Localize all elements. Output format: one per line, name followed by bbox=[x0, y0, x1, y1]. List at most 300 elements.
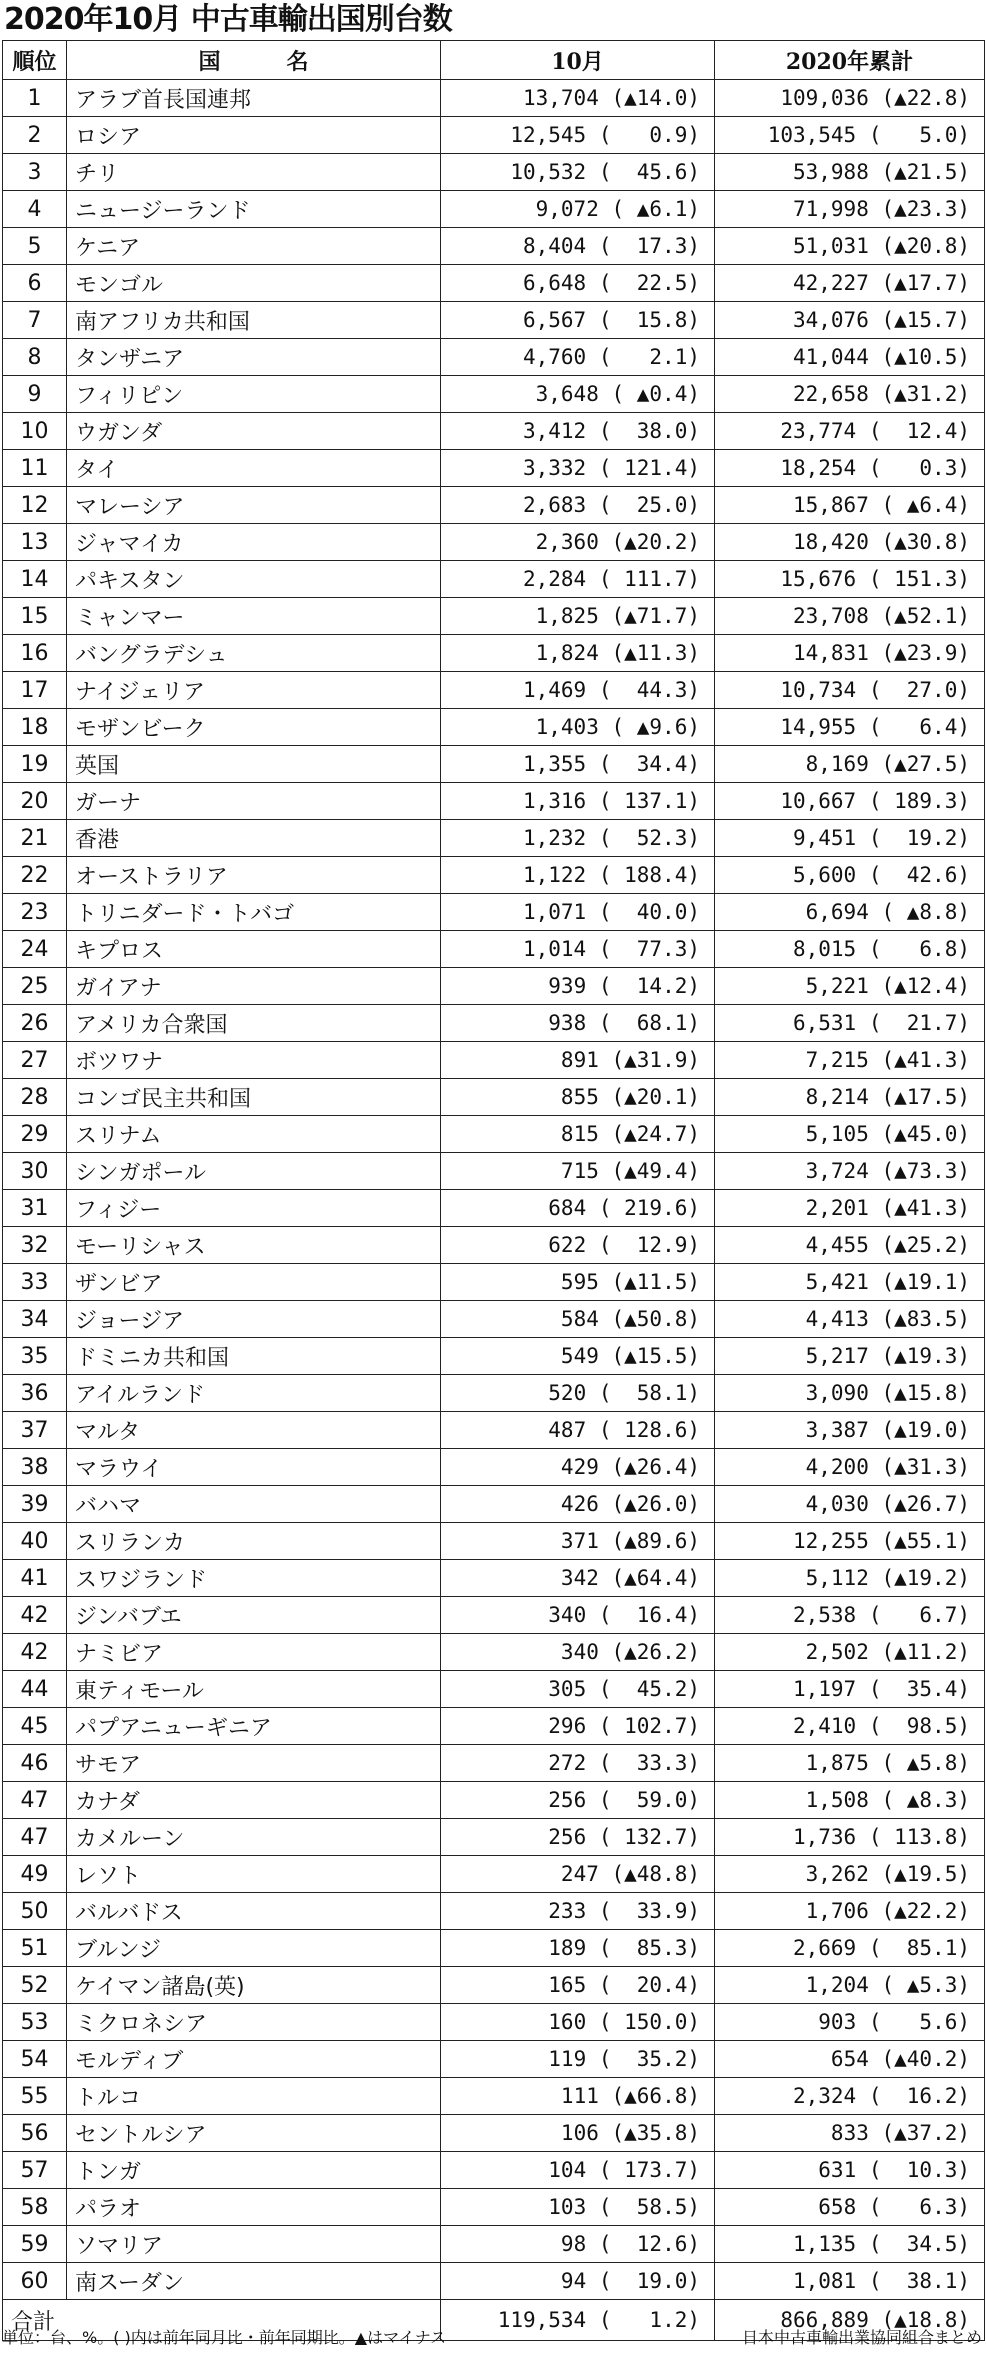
ytd-cell: 10,734 ( 27.0) bbox=[715, 672, 985, 709]
ytd-cell: 4,413 (▲83.5) bbox=[715, 1301, 985, 1338]
ytd-cell: 631 ( 10.3) bbox=[715, 2152, 985, 2189]
ytd-cell: 22,658 (▲31.2) bbox=[715, 376, 985, 413]
month-cell: 6,648 ( 22.5) bbox=[441, 265, 715, 302]
country-cell: パキスタン bbox=[67, 561, 441, 598]
country-cell: ナイジェリア bbox=[67, 672, 441, 709]
table-row bbox=[3, 894, 985, 931]
month-cell: 6,567 ( 15.8) bbox=[441, 302, 715, 339]
month-cell: 595 (▲11.5) bbox=[441, 1264, 715, 1301]
ytd-cell: 1,508 ( ▲8.3) bbox=[715, 1782, 985, 1819]
table-row bbox=[3, 1264, 985, 1301]
month-cell: 12,545 ( 0.9) bbox=[441, 117, 715, 154]
ytd-cell: 7,215 (▲41.3) bbox=[715, 1042, 985, 1079]
rank-cell: 29 bbox=[3, 1116, 67, 1153]
rank-cell: 44 bbox=[3, 1671, 67, 1708]
table-row bbox=[3, 2152, 985, 2189]
ytd-cell: 42,227 (▲17.7) bbox=[715, 265, 985, 302]
month-cell: 2,683 ( 25.0) bbox=[441, 487, 715, 524]
table-row bbox=[3, 783, 985, 820]
rank-cell: 27 bbox=[3, 1042, 67, 1079]
table-row bbox=[3, 1190, 985, 1227]
country-cell: アイルランド bbox=[67, 1375, 441, 1412]
month-cell: 1,071 ( 40.0) bbox=[441, 894, 715, 931]
country-cell: 香港 bbox=[67, 820, 441, 857]
ytd-cell: 1,197 ( 35.4) bbox=[715, 1671, 985, 1708]
country-cell: セントルシア bbox=[67, 2115, 441, 2152]
month-cell: 1,825 (▲71.7) bbox=[441, 598, 715, 635]
country-cell: 英国 bbox=[67, 746, 441, 783]
ytd-cell: 5,221 (▲12.4) bbox=[715, 968, 985, 1005]
header-month: 10月 bbox=[441, 41, 715, 80]
month-cell: 1,469 ( 44.3) bbox=[441, 672, 715, 709]
table-row bbox=[3, 2078, 985, 2115]
rank-cell: 40 bbox=[3, 1523, 67, 1560]
table-row bbox=[3, 709, 985, 746]
ytd-cell: 1,706 (▲22.2) bbox=[715, 1893, 985, 1930]
table-row bbox=[3, 524, 985, 561]
table-row bbox=[3, 117, 985, 154]
ytd-cell: 5,217 (▲19.3) bbox=[715, 1338, 985, 1375]
rank-cell: 31 bbox=[3, 1190, 67, 1227]
month-cell: 165 ( 20.4) bbox=[441, 1967, 715, 2004]
month-cell: 371 (▲89.6) bbox=[441, 1523, 715, 1560]
table-row bbox=[3, 413, 985, 450]
ytd-cell: 4,030 (▲26.7) bbox=[715, 1486, 985, 1523]
table-row bbox=[3, 228, 985, 265]
month-cell: 8,404 ( 17.3) bbox=[441, 228, 715, 265]
table-row bbox=[3, 746, 985, 783]
ytd-cell: 14,831 (▲23.9) bbox=[715, 635, 985, 672]
country-cell: アメリカ合衆国 bbox=[67, 1005, 441, 1042]
country-cell: ボツワナ bbox=[67, 1042, 441, 1079]
month-cell: 1,824 (▲11.3) bbox=[441, 635, 715, 672]
month-cell: 1,122 ( 188.4) bbox=[441, 857, 715, 894]
month-cell: 104 ( 173.7) bbox=[441, 2152, 715, 2189]
ytd-cell: 1,204 ( ▲5.3) bbox=[715, 1967, 985, 2004]
ytd-cell: 1,081 ( 38.1) bbox=[715, 2263, 985, 2300]
rank-cell: 2 bbox=[3, 117, 67, 154]
country-cell: ジンバブエ bbox=[67, 1597, 441, 1634]
month-cell: 247 (▲48.8) bbox=[441, 1856, 715, 1893]
rank-cell: 34 bbox=[3, 1301, 67, 1338]
rank-cell: 12 bbox=[3, 487, 67, 524]
total-month: 119,534 ( 1.2) bbox=[441, 2300, 715, 2341]
ytd-cell: 41,044 (▲10.5) bbox=[715, 339, 985, 376]
country-cell: トルコ bbox=[67, 2078, 441, 2115]
ytd-cell: 8,169 (▲27.5) bbox=[715, 746, 985, 783]
ytd-cell: 4,455 (▲25.2) bbox=[715, 1227, 985, 1264]
ytd-cell: 51,031 (▲20.8) bbox=[715, 228, 985, 265]
table-row bbox=[3, 450, 985, 487]
rank-cell: 49 bbox=[3, 1856, 67, 1893]
rank-cell: 45 bbox=[3, 1708, 67, 1745]
month-cell: 1,403 ( ▲9.6) bbox=[441, 709, 715, 746]
header-country: 国 名 bbox=[67, 41, 441, 80]
month-cell: 3,332 ( 121.4) bbox=[441, 450, 715, 487]
header-rank: 順位 bbox=[3, 41, 67, 80]
table-row bbox=[3, 1930, 985, 1967]
country-cell: チリ bbox=[67, 154, 441, 191]
month-cell: 94 ( 19.0) bbox=[441, 2263, 715, 2300]
month-cell: 4,760 ( 2.1) bbox=[441, 339, 715, 376]
rank-cell: 39 bbox=[3, 1486, 67, 1523]
country-cell: パラオ bbox=[67, 2189, 441, 2226]
rank-cell: 9 bbox=[3, 376, 67, 413]
source-note: 日本中古車輸出業協同組合まとめ bbox=[741, 2328, 982, 2347]
table-row bbox=[3, 561, 985, 598]
ytd-cell: 833 (▲37.2) bbox=[715, 2115, 985, 2152]
rank-cell: 36 bbox=[3, 1375, 67, 1412]
page-title: 2020年10月 中古車輸出国別台数 bbox=[4, 2, 452, 37]
ytd-cell: 3,262 (▲19.5) bbox=[715, 1856, 985, 1893]
rank-cell: 59 bbox=[3, 2226, 67, 2263]
month-cell: 272 ( 33.3) bbox=[441, 1745, 715, 1782]
rank-cell: 24 bbox=[3, 931, 67, 968]
table-row bbox=[3, 2041, 985, 2078]
table-row bbox=[3, 1338, 985, 1375]
month-cell: 939 ( 14.2) bbox=[441, 968, 715, 1005]
footer bbox=[0, 2326, 986, 2350]
month-cell: 160 ( 150.0) bbox=[441, 2004, 715, 2041]
month-cell: 119 ( 35.2) bbox=[441, 2041, 715, 2078]
table-row bbox=[3, 857, 985, 894]
table-row bbox=[3, 1893, 985, 1930]
table-row bbox=[3, 154, 985, 191]
table-row bbox=[3, 672, 985, 709]
table-row bbox=[3, 1079, 985, 1116]
rank-cell: 6 bbox=[3, 265, 67, 302]
month-cell: 1,355 ( 34.4) bbox=[441, 746, 715, 783]
rank-cell: 47 bbox=[3, 1782, 67, 1819]
month-cell: 3,412 ( 38.0) bbox=[441, 413, 715, 450]
rank-cell: 18 bbox=[3, 709, 67, 746]
month-cell: 426 (▲26.0) bbox=[441, 1486, 715, 1523]
country-cell: フィジー bbox=[67, 1190, 441, 1227]
month-cell: 256 ( 132.7) bbox=[441, 1819, 715, 1856]
country-cell: ナミビア bbox=[67, 1634, 441, 1671]
rank-cell: 1 bbox=[3, 80, 67, 117]
country-cell: ケニア bbox=[67, 228, 441, 265]
rank-cell: 52 bbox=[3, 1967, 67, 2004]
table-row bbox=[3, 2004, 985, 2041]
table-row bbox=[3, 1042, 985, 1079]
header-row bbox=[3, 41, 985, 80]
month-cell: 549 (▲15.5) bbox=[441, 1338, 715, 1375]
country-cell: モンゴル bbox=[67, 265, 441, 302]
rank-cell: 60 bbox=[3, 2263, 67, 2300]
month-cell: 189 ( 85.3) bbox=[441, 1930, 715, 1967]
month-cell: 106 (▲35.8) bbox=[441, 2115, 715, 2152]
rank-cell: 41 bbox=[3, 1560, 67, 1597]
country-cell: マレーシア bbox=[67, 487, 441, 524]
table-row bbox=[3, 820, 985, 857]
table-row bbox=[3, 1412, 985, 1449]
rank-cell: 57 bbox=[3, 2152, 67, 2189]
table-row bbox=[3, 1227, 985, 1264]
rank-cell: 50 bbox=[3, 1893, 67, 1930]
month-cell: 1,014 ( 77.3) bbox=[441, 931, 715, 968]
ytd-cell: 2,410 ( 98.5) bbox=[715, 1708, 985, 1745]
month-cell: 715 (▲49.4) bbox=[441, 1153, 715, 1190]
country-cell: コンゴ民主共和国 bbox=[67, 1079, 441, 1116]
table-body bbox=[3, 80, 985, 2300]
country-cell: キプロス bbox=[67, 931, 441, 968]
table-row bbox=[3, 2263, 985, 2300]
table-row bbox=[3, 1375, 985, 1412]
month-cell: 1,232 ( 52.3) bbox=[441, 820, 715, 857]
month-cell: 233 ( 33.9) bbox=[441, 1893, 715, 1930]
rank-cell: 4 bbox=[3, 191, 67, 228]
month-cell: 13,704 (▲14.0) bbox=[441, 80, 715, 117]
table-row bbox=[3, 1782, 985, 1819]
ytd-cell: 2,324 ( 16.2) bbox=[715, 2078, 985, 2115]
country-cell: トリニダード・トバゴ bbox=[67, 894, 441, 931]
table-row bbox=[3, 1560, 985, 1597]
rank-cell: 47 bbox=[3, 1819, 67, 1856]
table-row bbox=[3, 487, 985, 524]
month-cell: 684 ( 219.6) bbox=[441, 1190, 715, 1227]
month-cell: 256 ( 59.0) bbox=[441, 1782, 715, 1819]
table-row bbox=[3, 1005, 985, 1042]
country-cell: 東ティモール bbox=[67, 1671, 441, 1708]
ytd-cell: 3,387 (▲19.0) bbox=[715, 1412, 985, 1449]
month-cell: 1,316 ( 137.1) bbox=[441, 783, 715, 820]
month-cell: 305 ( 45.2) bbox=[441, 1671, 715, 1708]
ytd-cell: 5,421 (▲19.1) bbox=[715, 1264, 985, 1301]
country-cell: バルバドス bbox=[67, 1893, 441, 1930]
rank-cell: 25 bbox=[3, 968, 67, 1005]
country-cell: ニュージーランド bbox=[67, 191, 441, 228]
ytd-cell: 1,736 ( 113.8) bbox=[715, 1819, 985, 1856]
rank-cell: 8 bbox=[3, 339, 67, 376]
country-cell: ジャマイカ bbox=[67, 524, 441, 561]
ytd-cell: 6,531 ( 21.7) bbox=[715, 1005, 985, 1042]
country-cell: 南スーダン bbox=[67, 2263, 441, 2300]
ytd-cell: 53,988 (▲21.5) bbox=[715, 154, 985, 191]
ytd-cell: 9,451 ( 19.2) bbox=[715, 820, 985, 857]
country-cell: カナダ bbox=[67, 1782, 441, 1819]
rank-cell: 28 bbox=[3, 1079, 67, 1116]
rank-cell: 23 bbox=[3, 894, 67, 931]
month-cell: 487 ( 128.6) bbox=[441, 1412, 715, 1449]
ytd-cell: 2,201 (▲41.3) bbox=[715, 1190, 985, 1227]
country-cell: ミクロネシア bbox=[67, 2004, 441, 2041]
month-cell: 342 (▲64.4) bbox=[441, 1560, 715, 1597]
table-row bbox=[3, 1745, 985, 1782]
table-row bbox=[3, 2189, 985, 2226]
country-cell: サモア bbox=[67, 1745, 441, 1782]
rank-cell: 11 bbox=[3, 450, 67, 487]
rank-cell: 17 bbox=[3, 672, 67, 709]
ytd-cell: 3,090 (▲15.8) bbox=[715, 1375, 985, 1412]
country-cell: ケイマン諸島(英) bbox=[67, 1967, 441, 2004]
rank-cell: 32 bbox=[3, 1227, 67, 1264]
country-cell: ガイアナ bbox=[67, 968, 441, 1005]
country-cell: スリナム bbox=[67, 1116, 441, 1153]
rank-cell: 19 bbox=[3, 746, 67, 783]
ytd-cell: 5,105 (▲45.0) bbox=[715, 1116, 985, 1153]
table-row bbox=[3, 339, 985, 376]
rank-cell: 42 bbox=[3, 1634, 67, 1671]
country-cell: ウガンダ bbox=[67, 413, 441, 450]
ytd-cell: 4,200 (▲31.3) bbox=[715, 1449, 985, 1486]
ytd-cell: 3,724 (▲73.3) bbox=[715, 1153, 985, 1190]
ytd-cell: 658 ( 6.3) bbox=[715, 2189, 985, 2226]
country-cell: バングラデシュ bbox=[67, 635, 441, 672]
month-cell: 111 (▲66.8) bbox=[441, 2078, 715, 2115]
ytd-cell: 14,955 ( 6.4) bbox=[715, 709, 985, 746]
rank-cell: 13 bbox=[3, 524, 67, 561]
month-cell: 429 (▲26.4) bbox=[441, 1449, 715, 1486]
table-row bbox=[3, 1597, 985, 1634]
month-cell: 296 ( 102.7) bbox=[441, 1708, 715, 1745]
rank-cell: 10 bbox=[3, 413, 67, 450]
table-row bbox=[3, 1486, 985, 1523]
month-cell: 855 (▲20.1) bbox=[441, 1079, 715, 1116]
table-row bbox=[3, 80, 985, 117]
rank-cell: 37 bbox=[3, 1412, 67, 1449]
rank-cell: 42 bbox=[3, 1597, 67, 1634]
country-cell: カメルーン bbox=[67, 1819, 441, 1856]
table-row bbox=[3, 191, 985, 228]
rank-cell: 46 bbox=[3, 1745, 67, 1782]
country-cell: マルタ bbox=[67, 1412, 441, 1449]
ytd-cell: 2,502 (▲11.2) bbox=[715, 1634, 985, 1671]
ytd-cell: 23,708 (▲52.1) bbox=[715, 598, 985, 635]
country-cell: ガーナ bbox=[67, 783, 441, 820]
country-cell: ドミニカ共和国 bbox=[67, 1338, 441, 1375]
table-row bbox=[3, 1856, 985, 1893]
month-cell: 9,072 ( ▲6.1) bbox=[441, 191, 715, 228]
country-cell: ソマリア bbox=[67, 2226, 441, 2263]
month-cell: 10,532 ( 45.6) bbox=[441, 154, 715, 191]
country-cell: シンガポール bbox=[67, 1153, 441, 1190]
rank-cell: 51 bbox=[3, 1930, 67, 1967]
table-row bbox=[3, 2115, 985, 2152]
country-cell: トンガ bbox=[67, 2152, 441, 2189]
country-cell: フィリピン bbox=[67, 376, 441, 413]
country-cell: モルディブ bbox=[67, 2041, 441, 2078]
month-cell: 3,648 ( ▲0.4) bbox=[441, 376, 715, 413]
rank-cell: 26 bbox=[3, 1005, 67, 1042]
rank-cell: 20 bbox=[3, 783, 67, 820]
country-cell: ミャンマー bbox=[67, 598, 441, 635]
ytd-cell: 8,214 (▲17.5) bbox=[715, 1079, 985, 1116]
table-row bbox=[3, 1523, 985, 1560]
ytd-cell: 103,545 ( 5.0) bbox=[715, 117, 985, 154]
rank-cell: 58 bbox=[3, 2189, 67, 2226]
rank-cell: 16 bbox=[3, 635, 67, 672]
ytd-cell: 5,600 ( 42.6) bbox=[715, 857, 985, 894]
table-row bbox=[3, 1819, 985, 1856]
table-row bbox=[3, 2226, 985, 2263]
country-cell: レソト bbox=[67, 1856, 441, 1893]
table-row bbox=[3, 1671, 985, 1708]
table-row bbox=[3, 1708, 985, 1745]
ytd-cell: 2,669 ( 85.1) bbox=[715, 1930, 985, 1967]
country-cell: ブルンジ bbox=[67, 1930, 441, 1967]
table-row bbox=[3, 931, 985, 968]
table-row bbox=[3, 1634, 985, 1671]
ytd-cell: 10,667 ( 189.3) bbox=[715, 783, 985, 820]
ytd-cell: 109,036 (▲22.8) bbox=[715, 80, 985, 117]
table-row bbox=[3, 635, 985, 672]
header-ytd: 2020年累計 bbox=[715, 41, 985, 80]
table-row bbox=[3, 302, 985, 339]
month-cell: 938 ( 68.1) bbox=[441, 1005, 715, 1042]
rank-cell: 21 bbox=[3, 820, 67, 857]
ytd-cell: 18,420 (▲30.8) bbox=[715, 524, 985, 561]
month-cell: 891 (▲31.9) bbox=[441, 1042, 715, 1079]
ytd-cell: 654 (▲40.2) bbox=[715, 2041, 985, 2078]
country-cell: マラウイ bbox=[67, 1449, 441, 1486]
country-cell: アラブ首長国連邦 bbox=[67, 80, 441, 117]
country-cell: 南アフリカ共和国 bbox=[67, 302, 441, 339]
rank-cell: 22 bbox=[3, 857, 67, 894]
rank-cell: 55 bbox=[3, 2078, 67, 2115]
rank-cell: 56 bbox=[3, 2115, 67, 2152]
table-row bbox=[3, 1301, 985, 1338]
ytd-cell: 15,676 ( 151.3) bbox=[715, 561, 985, 598]
country-cell: オーストラリア bbox=[67, 857, 441, 894]
unit-note: 単位：台、%。( )内は前年同月比・前年同期比。▲はマイナス bbox=[2, 2328, 447, 2347]
rank-cell: 3 bbox=[3, 154, 67, 191]
country-cell: ジョージア bbox=[67, 1301, 441, 1338]
country-cell: ロシア bbox=[67, 117, 441, 154]
rank-cell: 38 bbox=[3, 1449, 67, 1486]
rank-cell: 7 bbox=[3, 302, 67, 339]
rank-cell: 53 bbox=[3, 2004, 67, 2041]
rank-cell: 35 bbox=[3, 1338, 67, 1375]
ytd-cell: 8,015 ( 6.8) bbox=[715, 931, 985, 968]
ytd-cell: 34,076 (▲15.7) bbox=[715, 302, 985, 339]
month-cell: 103 ( 58.5) bbox=[441, 2189, 715, 2226]
ytd-cell: 71,998 (▲23.3) bbox=[715, 191, 985, 228]
rank-cell: 5 bbox=[3, 228, 67, 265]
table-row bbox=[3, 1967, 985, 2004]
month-cell: 520 ( 58.1) bbox=[441, 1375, 715, 1412]
country-cell: スリランカ bbox=[67, 1523, 441, 1560]
country-cell: スワジランド bbox=[67, 1560, 441, 1597]
ytd-cell: 1,875 ( ▲5.8) bbox=[715, 1745, 985, 1782]
rank-cell: 54 bbox=[3, 2041, 67, 2078]
country-cell: バハマ bbox=[67, 1486, 441, 1523]
table-row bbox=[3, 1449, 985, 1486]
table-row bbox=[3, 1116, 985, 1153]
country-cell: モーリシャス bbox=[67, 1227, 441, 1264]
ytd-cell: 15,867 ( ▲6.4) bbox=[715, 487, 985, 524]
country-cell: モザンビーク bbox=[67, 709, 441, 746]
table-row bbox=[3, 376, 985, 413]
ytd-cell: 6,694 ( ▲8.8) bbox=[715, 894, 985, 931]
ytd-cell: 18,254 ( 0.3) bbox=[715, 450, 985, 487]
export-table bbox=[2, 40, 985, 2341]
ytd-cell: 1,135 ( 34.5) bbox=[715, 2226, 985, 2263]
total-ytd: 866,889 (▲18.8) bbox=[715, 2300, 985, 2341]
ytd-cell: 903 ( 5.6) bbox=[715, 2004, 985, 2041]
table-row bbox=[3, 598, 985, 635]
rank-cell: 30 bbox=[3, 1153, 67, 1190]
month-cell: 622 ( 12.9) bbox=[441, 1227, 715, 1264]
month-cell: 2,284 ( 111.7) bbox=[441, 561, 715, 598]
month-cell: 340 (▲26.2) bbox=[441, 1634, 715, 1671]
rank-cell: 33 bbox=[3, 1264, 67, 1301]
month-cell: 340 ( 16.4) bbox=[441, 1597, 715, 1634]
table-row bbox=[3, 265, 985, 302]
ytd-cell: 5,112 (▲19.2) bbox=[715, 1560, 985, 1597]
total-label: 合計 bbox=[3, 2300, 441, 2341]
country-cell: ザンビア bbox=[67, 1264, 441, 1301]
